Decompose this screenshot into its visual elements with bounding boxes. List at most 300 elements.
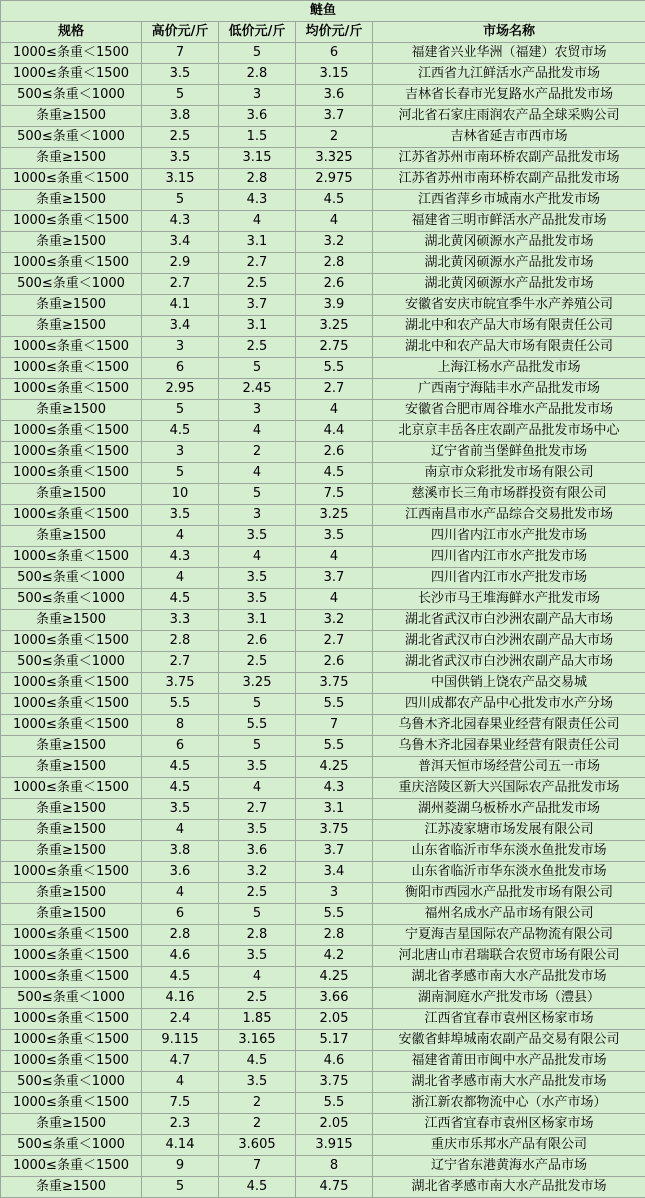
cell-high-price: 3.4 xyxy=(142,316,219,337)
cell-low-price: 2.8 xyxy=(219,925,296,946)
cell-high-price: 3.8 xyxy=(142,106,219,127)
cell-low-price: 3.1 xyxy=(219,232,296,253)
cell-avg-price: 2.6 xyxy=(296,442,373,463)
cell-avg-price: 5.17 xyxy=(296,1030,373,1051)
table-row xyxy=(1,316,645,337)
cell-low-price: 2.5 xyxy=(219,337,296,358)
cell-high-price: 10 xyxy=(142,484,219,505)
cell-low-price: 5 xyxy=(219,694,296,715)
cell-high-price: 4.6 xyxy=(142,946,219,967)
cell-high-price: 4.5 xyxy=(142,421,219,442)
cell-high-price: 2.4 xyxy=(142,1009,219,1030)
cell-high-price: 4.5 xyxy=(142,967,219,988)
cell-spec: 1000≤条重＜1500 xyxy=(1,64,142,85)
cell-spec: 1000≤条重＜1500 xyxy=(1,1156,142,1177)
cell-avg-price: 4.3 xyxy=(296,778,373,799)
table-row xyxy=(1,211,645,232)
cell-high-price: 6 xyxy=(142,904,219,925)
cell-market-name: 四川成都农产品中心批发市水产分场 xyxy=(373,694,645,715)
cell-low-price: 5.5 xyxy=(219,715,296,736)
cell-avg-price: 3 xyxy=(296,883,373,904)
cell-avg-price: 2.7 xyxy=(296,379,373,400)
cell-spec: 500≤条重＜1000 xyxy=(1,1135,142,1156)
cell-high-price: 3.5 xyxy=(142,799,219,820)
cell-avg-price: 3.25 xyxy=(296,316,373,337)
cell-high-price: 4 xyxy=(142,526,219,547)
cell-spec: 条重≥1500 xyxy=(1,841,142,862)
cell-low-price: 4 xyxy=(219,211,296,232)
cell-avg-price: 3.75 xyxy=(296,820,373,841)
cell-market-name: 乌鲁木齐北园春果业经营有限责任公司 xyxy=(373,736,645,757)
cell-high-price: 3.5 xyxy=(142,148,219,169)
cell-market-name: 福建省兴业华洲（福建）农贸市场 xyxy=(373,43,645,64)
cell-market-name: 福州名成水产品市场有限公司 xyxy=(373,904,645,925)
cell-market-name: 四川省内江市水产批发市场 xyxy=(373,526,645,547)
cell-high-price: 4.14 xyxy=(142,1135,219,1156)
cell-avg-price: 4.25 xyxy=(296,967,373,988)
cell-avg-price: 2.75 xyxy=(296,337,373,358)
table-row xyxy=(1,799,645,820)
cell-spec: 1000≤条重＜1500 xyxy=(1,1093,142,1114)
cell-spec: 1000≤条重＜1500 xyxy=(1,967,142,988)
cell-market-name: 湖北黄冈硕源水产品批发市场 xyxy=(373,274,645,295)
cell-low-price: 3.15 xyxy=(219,148,296,169)
cell-spec: 500≤条重＜1000 xyxy=(1,274,142,295)
cell-market-name: 湖北省武汉市白沙洲农副产品大市场 xyxy=(373,610,645,631)
cell-market-name: 中国供销上饶农产品交易城 xyxy=(373,673,645,694)
cell-spec: 条重≥1500 xyxy=(1,400,142,421)
cell-high-price: 2.5 xyxy=(142,127,219,148)
table-row xyxy=(1,106,645,127)
cell-high-price: 3.5 xyxy=(142,505,219,526)
table-row xyxy=(1,1072,645,1093)
cell-low-price: 3.165 xyxy=(219,1030,296,1051)
cell-high-price: 8 xyxy=(142,715,219,736)
cell-low-price: 3.5 xyxy=(219,946,296,967)
cell-avg-price: 3.66 xyxy=(296,988,373,1009)
cell-market-name: 江苏凌家塘市场发展有限公司 xyxy=(373,820,645,841)
cell-spec: 500≤条重＜1000 xyxy=(1,589,142,610)
cell-avg-price: 7 xyxy=(296,715,373,736)
cell-low-price: 3.5 xyxy=(219,1072,296,1093)
cell-market-name: 普洱天恒市场经营公司五一市场 xyxy=(373,757,645,778)
table-row xyxy=(1,988,645,1009)
cell-avg-price: 8 xyxy=(296,1156,373,1177)
cell-market-name: 福建省莆田市闽中水产品批发市场 xyxy=(373,1051,645,1072)
cell-spec: 1000≤条重＜1500 xyxy=(1,169,142,190)
cell-low-price: 2.5 xyxy=(219,883,296,904)
cell-low-price: 4.5 xyxy=(219,1177,296,1198)
cell-market-name: 北京京丰岳各庄农副产品批发市场中心 xyxy=(373,421,645,442)
cell-spec: 条重≥1500 xyxy=(1,232,142,253)
cell-avg-price: 6 xyxy=(296,43,373,64)
header-low-price: 低价元/斤 xyxy=(219,22,296,43)
cell-market-name: 湖北中和农产品大市场有限责任公司 xyxy=(373,316,645,337)
table-row xyxy=(1,442,645,463)
cell-low-price: 2.5 xyxy=(219,274,296,295)
table-row xyxy=(1,631,645,652)
cell-market-name: 江西南昌市水产品综合交易批发市场 xyxy=(373,505,645,526)
cell-spec: 1000≤条重＜1500 xyxy=(1,337,142,358)
cell-high-price: 3.6 xyxy=(142,862,219,883)
cell-spec: 1000≤条重＜1500 xyxy=(1,463,142,484)
table-row xyxy=(1,1114,645,1135)
table-row xyxy=(1,190,645,211)
cell-spec: 500≤条重＜1000 xyxy=(1,127,142,148)
table-row xyxy=(1,64,645,85)
cell-low-price: 2.8 xyxy=(219,169,296,190)
cell-avg-price: 2 xyxy=(296,127,373,148)
cell-high-price: 3.15 xyxy=(142,169,219,190)
cell-spec: 1000≤条重＜1500 xyxy=(1,946,142,967)
cell-high-price: 5 xyxy=(142,400,219,421)
cell-low-price: 3.25 xyxy=(219,673,296,694)
cell-market-name: 长沙市马王堆海鲜水产批发市场 xyxy=(373,589,645,610)
cell-low-price: 2 xyxy=(219,442,296,463)
table-row xyxy=(1,43,645,64)
cell-avg-price: 3.9 xyxy=(296,295,373,316)
cell-high-price: 5.5 xyxy=(142,694,219,715)
cell-spec: 条重≥1500 xyxy=(1,799,142,820)
table-row xyxy=(1,547,645,568)
cell-market-name: 江苏省苏州市南环桥农副产品批发市场 xyxy=(373,148,645,169)
table-row xyxy=(1,715,645,736)
cell-spec: 1000≤条重＜1500 xyxy=(1,253,142,274)
cell-market-name: 江西省九江鲜活水产品批发市场 xyxy=(373,64,645,85)
cell-avg-price: 5.5 xyxy=(296,358,373,379)
cell-high-price: 4 xyxy=(142,820,219,841)
cell-avg-price: 3.75 xyxy=(296,1072,373,1093)
cell-high-price: 3.8 xyxy=(142,841,219,862)
cell-low-price: 5 xyxy=(219,43,296,64)
cell-spec: 1000≤条重＜1500 xyxy=(1,547,142,568)
cell-low-price: 2.7 xyxy=(219,253,296,274)
cell-low-price: 3.5 xyxy=(219,820,296,841)
table-row xyxy=(1,295,645,316)
table-row xyxy=(1,778,645,799)
cell-market-name: 江西省萍乡市城南水产批发市场 xyxy=(373,190,645,211)
cell-spec: 1000≤条重＜1500 xyxy=(1,358,142,379)
table-row xyxy=(1,820,645,841)
cell-avg-price: 2.8 xyxy=(296,253,373,274)
cell-avg-price: 3.1 xyxy=(296,799,373,820)
cell-spec: 1000≤条重＜1500 xyxy=(1,211,142,232)
cell-avg-price: 4 xyxy=(296,547,373,568)
cell-market-name: 宁夏海吉星国际农产品物流有限公司 xyxy=(373,925,645,946)
cell-avg-price: 2.05 xyxy=(296,1114,373,1135)
cell-spec: 条重≥1500 xyxy=(1,1114,142,1135)
cell-market-name: 吉林省长春市光复路水产品批发市场 xyxy=(373,85,645,106)
cell-avg-price: 5.5 xyxy=(296,736,373,757)
cell-high-price: 5 xyxy=(142,85,219,106)
cell-high-price: 3.4 xyxy=(142,232,219,253)
table-row xyxy=(1,421,645,442)
table-row xyxy=(1,883,645,904)
cell-spec: 条重≥1500 xyxy=(1,757,142,778)
cell-market-name: 湖北省武汉市白沙洲农副产品大市场 xyxy=(373,652,645,673)
cell-high-price: 4 xyxy=(142,1072,219,1093)
cell-low-price: 2.6 xyxy=(219,631,296,652)
table-row xyxy=(1,169,645,190)
cell-high-price: 4.5 xyxy=(142,757,219,778)
cell-market-name: 安徽省蚌埠城南农副产品交易有限公司 xyxy=(373,1030,645,1051)
cell-market-name: 广西南宁海陆丰水产品批发市场 xyxy=(373,379,645,400)
cell-spec: 条重≥1500 xyxy=(1,148,142,169)
table-row xyxy=(1,127,645,148)
cell-high-price: 2.7 xyxy=(142,274,219,295)
table-row xyxy=(1,841,645,862)
cell-spec: 条重≥1500 xyxy=(1,904,142,925)
table-row xyxy=(1,736,645,757)
cell-low-price: 2.5 xyxy=(219,988,296,1009)
cell-high-price: 4 xyxy=(142,568,219,589)
cell-low-price: 1.5 xyxy=(219,127,296,148)
cell-spec: 条重≥1500 xyxy=(1,190,142,211)
cell-avg-price: 5.5 xyxy=(296,694,373,715)
cell-avg-price: 3.25 xyxy=(296,505,373,526)
table-row xyxy=(1,862,645,883)
cell-high-price: 3 xyxy=(142,442,219,463)
cell-spec: 1000≤条重＜1500 xyxy=(1,1051,142,1072)
cell-spec: 1000≤条重＜1500 xyxy=(1,442,142,463)
cell-low-price: 3.6 xyxy=(219,841,296,862)
table-row xyxy=(1,652,645,673)
cell-spec: 1000≤条重＜1500 xyxy=(1,379,142,400)
cell-high-price: 4.3 xyxy=(142,211,219,232)
cell-high-price: 3.5 xyxy=(142,64,219,85)
cell-avg-price: 3.915 xyxy=(296,1135,373,1156)
cell-avg-price: 2.975 xyxy=(296,169,373,190)
cell-market-name: 福建省三明市鲜活水产品批发市场 xyxy=(373,211,645,232)
table-row xyxy=(1,1051,645,1072)
cell-market-name: 山东省临沂市华东淡水鱼批发市场 xyxy=(373,862,645,883)
cell-spec: 条重≥1500 xyxy=(1,484,142,505)
cell-low-price: 3 xyxy=(219,400,296,421)
cell-market-name: 江苏省苏州市南环桥农副产品批发市场 xyxy=(373,169,645,190)
table-row xyxy=(1,400,645,421)
cell-low-price: 4 xyxy=(219,778,296,799)
cell-market-name: 湖北黄冈硕源水产品批发市场 xyxy=(373,253,645,274)
table-row xyxy=(1,274,645,295)
cell-spec: 1000≤条重＜1500 xyxy=(1,421,142,442)
cell-market-name: 辽宁省东港黄海水产品市场 xyxy=(373,1156,645,1177)
cell-market-name: 河北唐山市君瑞联合农贸市场有限公司 xyxy=(373,946,645,967)
cell-avg-price: 3.75 xyxy=(296,673,373,694)
cell-low-price: 2.7 xyxy=(219,799,296,820)
cell-avg-price: 3.4 xyxy=(296,862,373,883)
cell-spec: 条重≥1500 xyxy=(1,106,142,127)
cell-low-price: 5 xyxy=(219,484,296,505)
cell-spec: 1000≤条重＜1500 xyxy=(1,505,142,526)
cell-market-name: 湖北中和农产品大市场有限责任公司 xyxy=(373,337,645,358)
cell-market-name: 湖北省武汉市白沙洲农副产品大市场 xyxy=(373,631,645,652)
cell-market-name: 四川省内江市水产批发市场 xyxy=(373,547,645,568)
table-row xyxy=(1,694,645,715)
cell-avg-price: 5.5 xyxy=(296,904,373,925)
cell-high-price: 2.8 xyxy=(142,925,219,946)
cell-spec: 条重≥1500 xyxy=(1,610,142,631)
cell-high-price: 2.8 xyxy=(142,631,219,652)
cell-avg-price: 2.7 xyxy=(296,631,373,652)
cell-avg-price: 4.25 xyxy=(296,757,373,778)
cell-avg-price: 2.6 xyxy=(296,652,373,673)
cell-low-price: 4 xyxy=(219,547,296,568)
cell-low-price: 3.6 xyxy=(219,106,296,127)
cell-avg-price: 3.7 xyxy=(296,841,373,862)
cell-market-name: 湖南洞庭水产批发市场（澧县） xyxy=(373,988,645,1009)
cell-low-price: 2.8 xyxy=(219,64,296,85)
cell-market-name: 山东省临沂市华东淡水鱼批发市场 xyxy=(373,841,645,862)
cell-low-price: 5 xyxy=(219,358,296,379)
cell-avg-price: 4.6 xyxy=(296,1051,373,1072)
cell-avg-price: 4 xyxy=(296,589,373,610)
table-row xyxy=(1,526,645,547)
cell-spec: 1000≤条重＜1500 xyxy=(1,1030,142,1051)
cell-high-price: 2.9 xyxy=(142,253,219,274)
cell-high-price: 4.1 xyxy=(142,295,219,316)
cell-high-price: 3 xyxy=(142,337,219,358)
table-row xyxy=(1,1156,645,1177)
cell-market-name: 安徽省合肥市周谷堆水产品批发市场 xyxy=(373,400,645,421)
cell-spec: 1000≤条重＜1500 xyxy=(1,43,142,64)
cell-avg-price: 3.15 xyxy=(296,64,373,85)
cell-market-name: 安徽省安庆市皖宜季牛水产养殖公司 xyxy=(373,295,645,316)
cell-high-price: 3.75 xyxy=(142,673,219,694)
table-row xyxy=(1,484,645,505)
cell-spec: 500≤条重＜1000 xyxy=(1,652,142,673)
table-row xyxy=(1,463,645,484)
cell-low-price: 2 xyxy=(219,1093,296,1114)
table-row xyxy=(1,673,645,694)
header-spec: 规格 xyxy=(1,22,142,43)
cell-market-name: 四川省内江市水产批发市场 xyxy=(373,568,645,589)
cell-market-name: 湖北省孝感市南大水产品批发市场 xyxy=(373,967,645,988)
cell-low-price: 5 xyxy=(219,904,296,925)
table-row xyxy=(1,379,645,400)
cell-spec: 500≤条重＜1000 xyxy=(1,85,142,106)
cell-high-price: 4.3 xyxy=(142,547,219,568)
table-row xyxy=(1,568,645,589)
cell-high-price: 3.3 xyxy=(142,610,219,631)
cell-spec: 500≤条重＜1000 xyxy=(1,568,142,589)
cell-avg-price: 3.2 xyxy=(296,610,373,631)
cell-low-price: 5 xyxy=(219,736,296,757)
cell-low-price: 2 xyxy=(219,1114,296,1135)
cell-high-price: 4.7 xyxy=(142,1051,219,1072)
cell-avg-price: 4 xyxy=(296,211,373,232)
cell-high-price: 4.5 xyxy=(142,589,219,610)
cell-high-price: 4.16 xyxy=(142,988,219,1009)
cell-avg-price: 3.325 xyxy=(296,148,373,169)
cell-market-name: 乌鲁木齐北园春果业经营有限责任公司 xyxy=(373,715,645,736)
cell-avg-price: 2.05 xyxy=(296,1009,373,1030)
cell-high-price: 2.95 xyxy=(142,379,219,400)
table-row xyxy=(1,904,645,925)
cell-low-price: 2.45 xyxy=(219,379,296,400)
cell-low-price: 7 xyxy=(219,1156,296,1177)
cell-market-name: 辽宁省前当堡鲜鱼批发市场 xyxy=(373,442,645,463)
cell-market-name: 湖北黄冈硕源水产品批发市场 xyxy=(373,232,645,253)
table-title: 鲢鱼 xyxy=(1,1,645,22)
cell-avg-price: 5.5 xyxy=(296,1093,373,1114)
cell-avg-price: 4 xyxy=(296,400,373,421)
cell-low-price: 3.1 xyxy=(219,316,296,337)
cell-market-name: 河北省石家庄雨润农产品全球采购公司 xyxy=(373,106,645,127)
cell-spec: 条重≥1500 xyxy=(1,526,142,547)
cell-low-price: 4 xyxy=(219,421,296,442)
cell-spec: 1000≤条重＜1500 xyxy=(1,715,142,736)
cell-low-price: 3.7 xyxy=(219,295,296,316)
table-row xyxy=(1,232,645,253)
table-row xyxy=(1,1135,645,1156)
table-row xyxy=(1,148,645,169)
cell-low-price: 4.5 xyxy=(219,1051,296,1072)
table-row xyxy=(1,85,645,106)
cell-spec: 条重≥1500 xyxy=(1,736,142,757)
cell-avg-price: 4.4 xyxy=(296,421,373,442)
cell-spec: 条重≥1500 xyxy=(1,316,142,337)
cell-market-name: 上海江杨水产品批发市场 xyxy=(373,358,645,379)
cell-low-price: 3.5 xyxy=(219,757,296,778)
cell-market-name: 江西省宜春市袁州区杨家市场 xyxy=(373,1114,645,1135)
cell-high-price: 4.5 xyxy=(142,778,219,799)
cell-market-name: 衡阳市西园水产品批发市场有限公司 xyxy=(373,883,645,904)
table-row xyxy=(1,925,645,946)
cell-spec: 1000≤条重＜1500 xyxy=(1,673,142,694)
cell-market-name: 重庆市乐邦水产品有限公司 xyxy=(373,1135,645,1156)
cell-avg-price: 4.5 xyxy=(296,463,373,484)
header-avg-price: 均价元/斤 xyxy=(296,22,373,43)
cell-low-price: 3.5 xyxy=(219,589,296,610)
table-row xyxy=(1,1093,645,1114)
cell-avg-price: 4.75 xyxy=(296,1177,373,1198)
cell-avg-price: 3.7 xyxy=(296,106,373,127)
cell-spec: 条重≥1500 xyxy=(1,295,142,316)
table-row xyxy=(1,589,645,610)
cell-high-price: 5 xyxy=(142,463,219,484)
cell-avg-price: 2.6 xyxy=(296,274,373,295)
cell-spec: 1000≤条重＜1500 xyxy=(1,694,142,715)
cell-low-price: 4 xyxy=(219,463,296,484)
cell-high-price: 7.5 xyxy=(142,1093,219,1114)
table-row xyxy=(1,1009,645,1030)
cell-avg-price: 4.5 xyxy=(296,190,373,211)
cell-low-price: 1.85 xyxy=(219,1009,296,1030)
cell-high-price: 9 xyxy=(142,1156,219,1177)
title-row xyxy=(1,1,645,22)
cell-low-price: 3 xyxy=(219,505,296,526)
cell-market-name: 湖州菱湖乌板桥水产品批发市场 xyxy=(373,799,645,820)
cell-spec: 500≤条重＜1000 xyxy=(1,1072,142,1093)
cell-high-price: 5 xyxy=(142,1177,219,1198)
cell-market-name: 慈溪市长三角市场群投资有限公司 xyxy=(373,484,645,505)
cell-spec: 条重≥1500 xyxy=(1,820,142,841)
cell-spec: 1000≤条重＜1500 xyxy=(1,925,142,946)
header-high-price: 高价元/斤 xyxy=(142,22,219,43)
table-row xyxy=(1,967,645,988)
cell-high-price: 6 xyxy=(142,358,219,379)
cell-market-name: 江西省宜春市袁州区杨家市场 xyxy=(373,1009,645,1030)
cell-spec: 500≤条重＜1000 xyxy=(1,988,142,1009)
table-row xyxy=(1,505,645,526)
cell-high-price: 2.3 xyxy=(142,1114,219,1135)
cell-high-price: 7 xyxy=(142,43,219,64)
table-row xyxy=(1,358,645,379)
cell-avg-price: 3.5 xyxy=(296,526,373,547)
cell-low-price: 3.2 xyxy=(219,862,296,883)
cell-low-price: 3 xyxy=(219,85,296,106)
cell-spec: 1000≤条重＜1500 xyxy=(1,778,142,799)
